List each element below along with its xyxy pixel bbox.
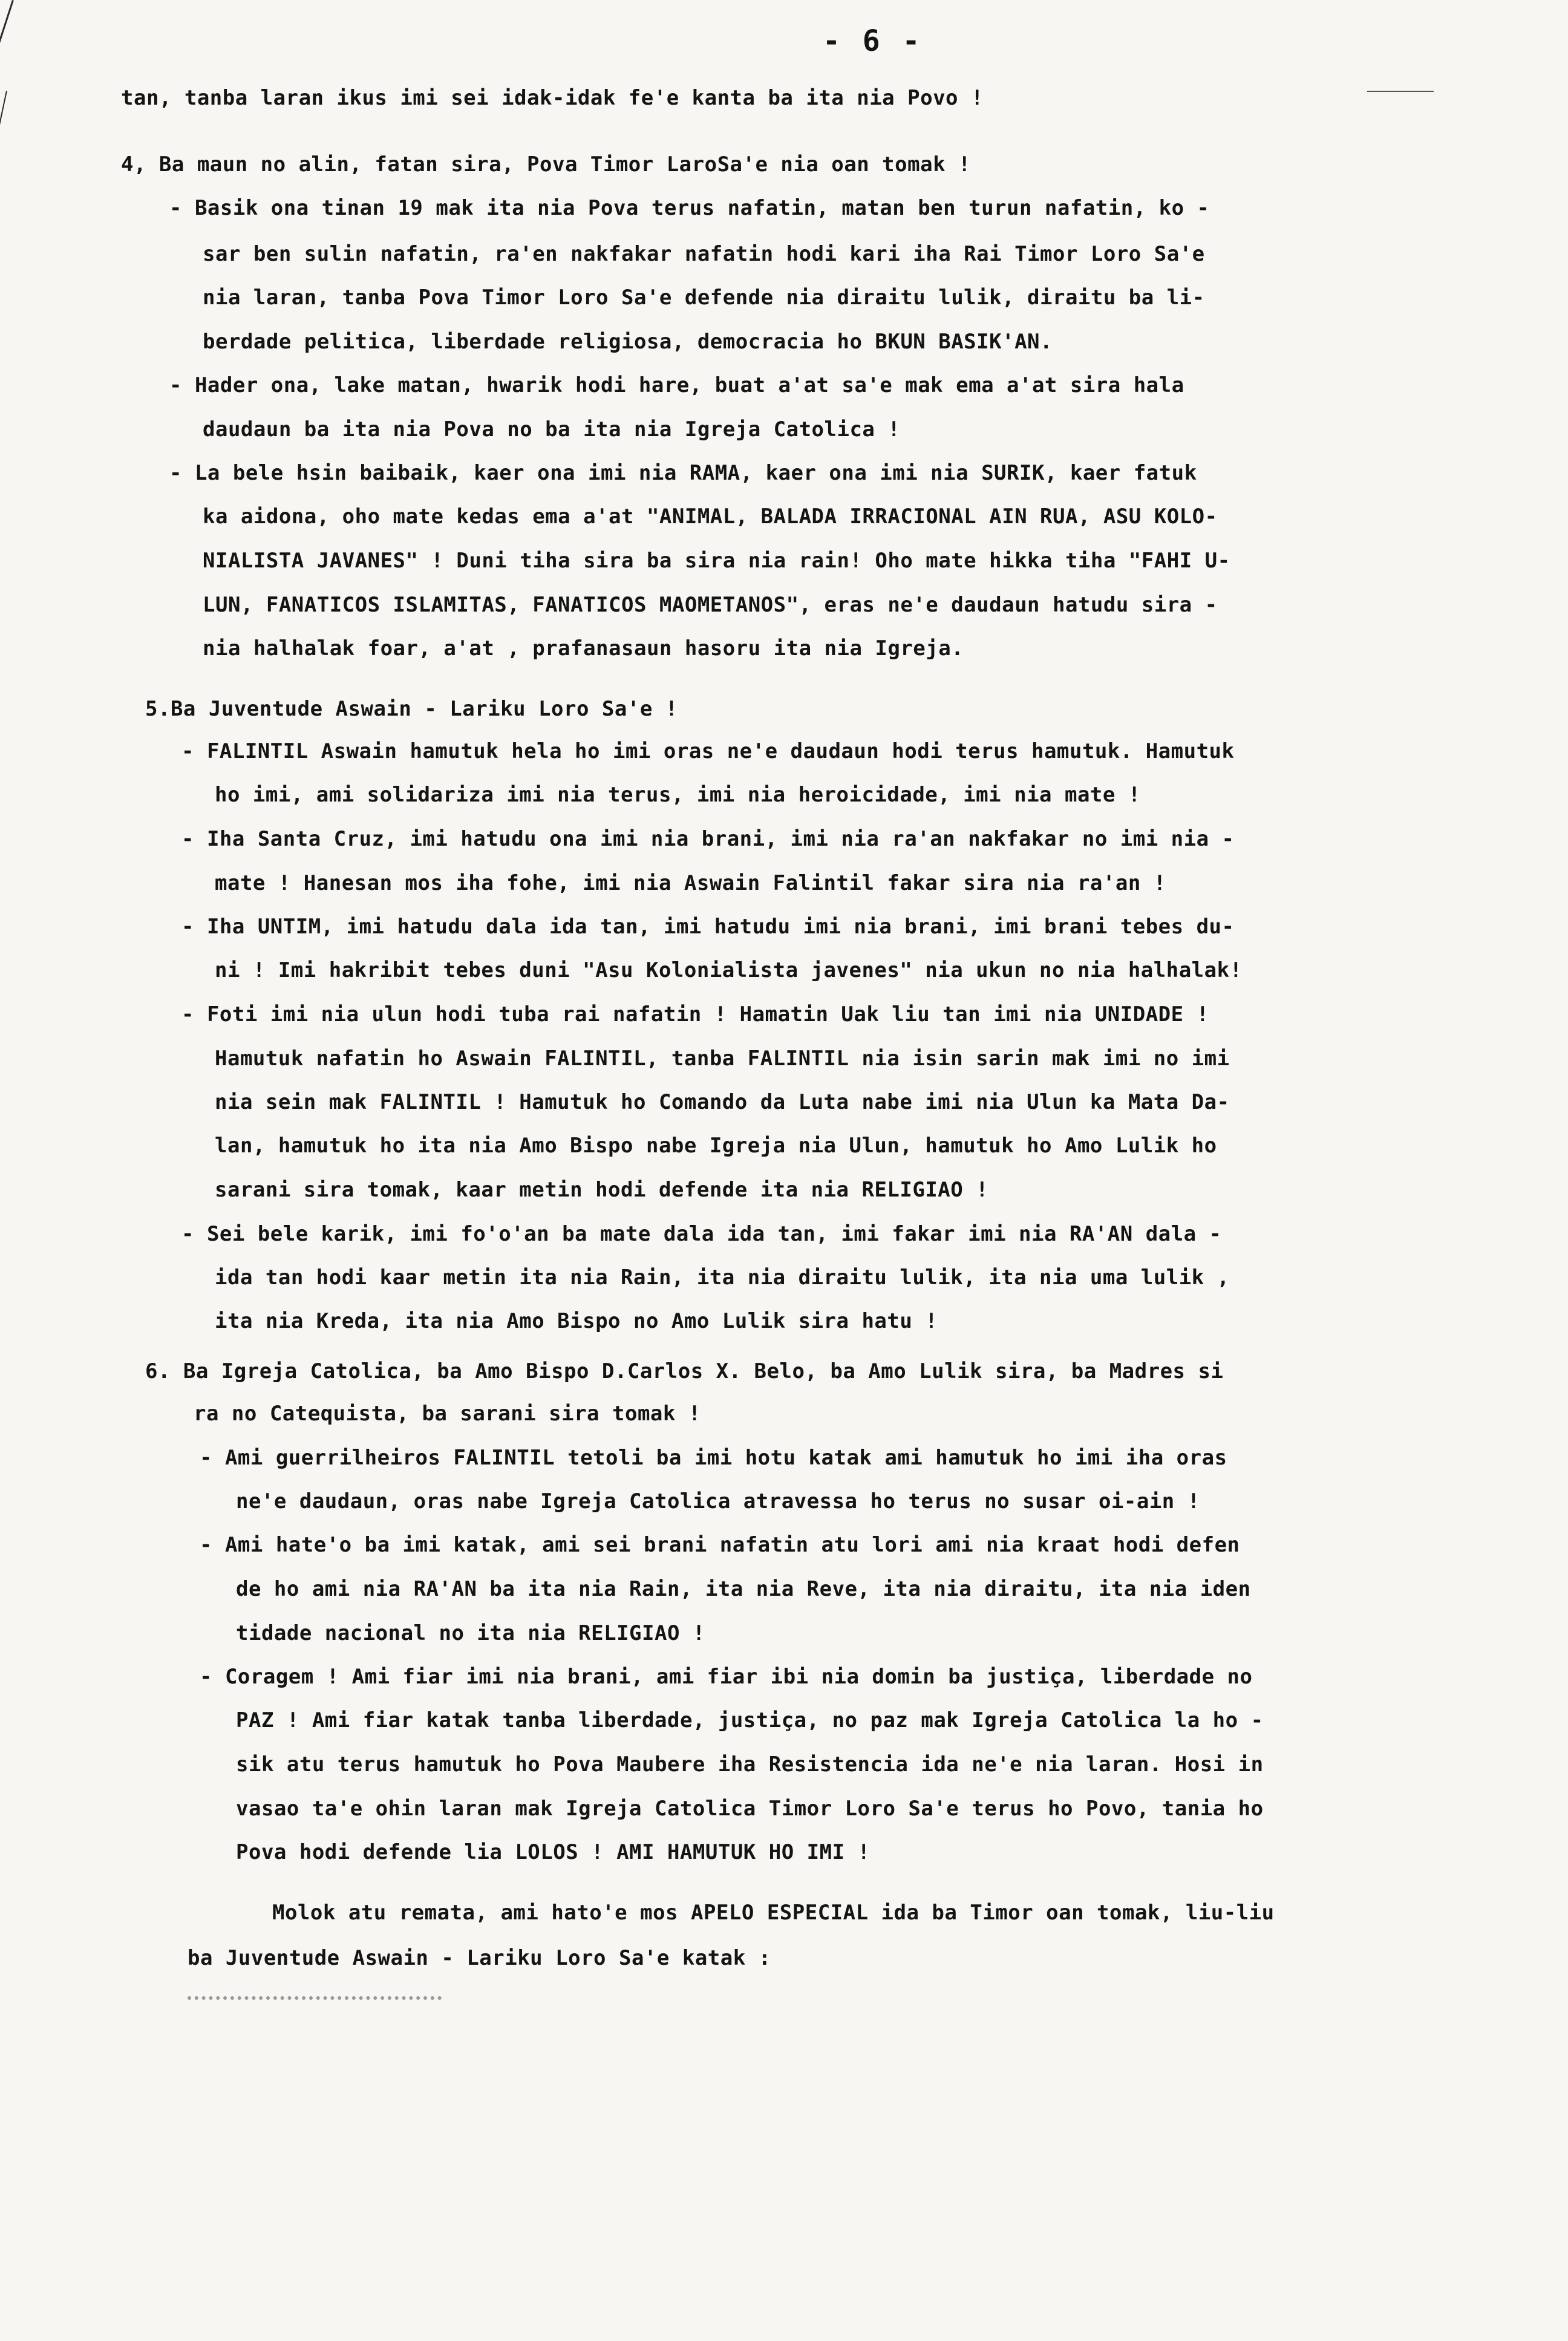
section-heading: 4, Ba maun no alin, fatan sira, Pova Timor LaroSa'e nia oan tomak !: [121, 152, 971, 177]
text-line: - Sei bele karik, imi fo'o'an ba mate dala ida tan, imi fakar imi nia RA'AN dala -: [181, 1222, 1222, 1246]
text-line: tan, tanba laran ikus imi sei idak-idak fe'e kanta ba ita nia Povo !: [121, 86, 984, 110]
text-line: - FALINTIL Aswain hamutuk hela ho imi oras ne'e daudaun hodi terus hamutuk. Hamutuk: [181, 739, 1235, 763]
text-line: NIALISTA JAVANES" ! Duni tiha sira ba sira nia rain! Oho mate hikka tiha "FAHI U-: [203, 549, 1230, 573]
text-line: sarani sira tomak, kaar metin hodi defende ita nia RELIGIAO !: [215, 1178, 989, 1202]
text-line: - Foti imi nia ulun hodi tuba rai nafatin ! Hamatin Uak liu tan imi nia UNIDADE !: [181, 1002, 1209, 1027]
scan-smudge: [1367, 91, 1434, 92]
text-line: vasao ta'e ohin laran mak Igreja Catolica Timor Loro Sa'e terus ho Povo, tania ho: [236, 1797, 1264, 1821]
text-line: LUN, FANATICOS ISLAMITAS, FANATICOS MAOMETANOS", eras ne'e daudaun hatudu sira -: [203, 593, 1218, 617]
text-line: mate ! Hanesan mos iha fohe, imi nia Aswain Falintil fakar sira nia ra'an !: [215, 871, 1166, 895]
scan-smudge: [188, 1996, 442, 2000]
text-line: nia halhalak foar, a'at , prafanasaun hasoru ita nia Igreja.: [203, 636, 964, 661]
text-line: - Iha Santa Cruz, imi hatudu ona imi nia brani, imi nia ra'an nakfakar no imi nia -: [181, 827, 1235, 851]
text-line: Pova hodi defende lia LOLOS ! AMI HAMUTUK HO IMI !: [236, 1840, 871, 1864]
closing-line: Molok atu remata, ami hato'e mos APELO ESPECIAL ida ba Timor oan tomak, liu-liu: [272, 1901, 1275, 1925]
text-line: - La bele hsin baibaik, kaer ona imi nia RAMA, kaer ona imi nia SURIK, kaer fatuk: [169, 461, 1197, 485]
text-line: - Coragem ! Ami fiar imi nia brani, ami fiar ibi nia domin ba justiça, liberdade no: [200, 1665, 1253, 1689]
text-line: daudaun ba ita nia Pova no ba ita nia Igreja Catolica !: [203, 417, 901, 442]
text-line: PAZ ! Ami fiar katak tanba liberdade, justiça, no paz mak Igreja Catolica la ho -: [236, 1708, 1264, 1732]
text-line: - Ami hate'o ba imi katak, ami sei brani nafatin atu lori ami nia kraat hodi defen: [200, 1533, 1240, 1557]
text-line: ho imi, ami solidariza imi nia terus, imi nia heroicidade, imi nia mate !: [215, 783, 1141, 807]
text-line: ra no Catequista, ba sarani sira tomak !: [194, 1402, 701, 1426]
text-line: - Ami guerrilheiros FALINTIL tetoli ba imi hotu katak ami hamutuk ho imi iha oras: [200, 1446, 1227, 1470]
text-line: nia laran, tanba Pova Timor Loro Sa'e defende nia diraitu lulik, diraitu ba li-: [203, 286, 1205, 310]
text-line: sar ben sulin nafatin, ra'en nakfakar nafatin hodi kari iha Rai Timor Loro Sa'e: [203, 242, 1205, 266]
text-line: ida tan hodi kaar metin ita nia Rain, ita nia diraitu lulik, ita nia uma lulik ,: [215, 1265, 1230, 1290]
text-line: Hamutuk nafatin ho Aswain FALINTIL, tanba FALINTIL nia isin sarin mak imi no imi: [215, 1046, 1230, 1071]
scan-margin-line: [0, 0, 14, 173]
section-heading: 6. Ba Igreja Catolica, ba Amo Bispo D.Carlos X. Belo, ba Amo Lulik sira, ba Madres si: [145, 1359, 1224, 1383]
text-line: - Basik ona tinan 19 mak ita nia Pova terus nafatin, matan ben turun nafatin, ko -: [169, 196, 1210, 220]
text-line: - Hader ona, lake matan, hwarik hodi hare, buat a'at sa'e mak ema a'at sira hala: [169, 373, 1184, 397]
text-line: - Iha UNTIM, imi hatudu dala ida tan, imi hatudu imi nia brani, imi brani tebes du-: [181, 915, 1235, 939]
text-line: ita nia Kreda, ita nia Amo Bispo no Amo Lulik sira hatu !: [215, 1309, 938, 1333]
text-line: ni ! Imi hakribit tebes duni "Asu Kolonialista javenes" nia ukun no nia halhalak!: [215, 958, 1243, 982]
text-line: ka aidona, oho mate kedas ema a'at "ANIMAL, BALADA IRRACIONAL AIN RUA, ASU KOLO-: [203, 504, 1218, 529]
section-heading: 5.Ba Juventude Aswain - Lariku Loro Sa'e !: [145, 697, 678, 721]
page-number: - 6 -: [823, 24, 923, 58]
text-line: sik atu terus hamutuk ho Pova Maubere iha Resistencia ida ne'e nia laran. Hosi in: [236, 1752, 1264, 1777]
text-line: tidade nacional no ita nia RELIGIAO !: [236, 1621, 705, 1645]
text-line: ne'e daudaun, oras nabe Igreja Catolica atravessa ho terus no susar oi-ain !: [236, 1489, 1200, 1513]
closing-line: ba Juventude Aswain - Lariku Loro Sa'e katak :: [188, 1946, 771, 1970]
text-line: de ho ami nia RA'AN ba ita nia Rain, ita nia Reve, ita nia diraitu, ita nia iden: [236, 1577, 1251, 1601]
text-line: berdade pelitica, liberdade religiosa, democracia ho BKUN BASIK'AN.: [203, 330, 1053, 354]
scan-margin-line: [0, 91, 7, 186]
text-line: lan, hamutuk ho ita nia Amo Bispo nabe Igreja nia Ulun, hamutuk ho Amo Lulik ho: [215, 1134, 1217, 1158]
text-line: nia sein mak FALINTIL ! Hamutuk ho Comando da Luta nabe imi nia Ulun ka Mata Da-: [215, 1090, 1230, 1114]
